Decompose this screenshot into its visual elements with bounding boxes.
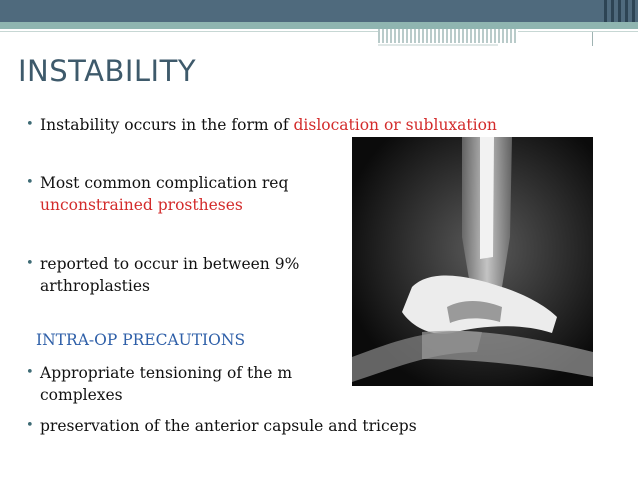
- bullet-text: Instability occurs in the form of: [40, 116, 294, 134]
- bullet-icon: •: [26, 418, 34, 433]
- bullet-complication: [26, 172, 288, 216]
- xray-drawing: [352, 137, 593, 386]
- slide-title: INSTABILITY: [18, 54, 197, 88]
- header-decoration: [378, 29, 518, 43]
- bullet-icon: •: [26, 175, 34, 190]
- bullet-icon: •: [26, 365, 34, 380]
- bullet-instability: [26, 114, 497, 136]
- header-decoration-tick: [592, 32, 593, 46]
- elbow-xray-image: [352, 137, 593, 386]
- bullet-text: reported to occur in between 9%: [40, 255, 300, 273]
- bullet-text: preservation of the anterior capsule and triceps: [40, 417, 417, 435]
- header-line: [0, 31, 638, 32]
- bullet-text: Appropriate tensioning of the m: [40, 364, 293, 382]
- bullet-text-line2: complexes: [40, 386, 123, 404]
- header-band: [0, 0, 638, 22]
- bullet-text: Most common complication req: [40, 174, 289, 192]
- bullet-icon: •: [26, 117, 34, 132]
- bullet-preservation: [26, 415, 417, 437]
- header-bars: [598, 0, 638, 22]
- bullet-tensioning: [26, 362, 292, 406]
- header-stripe: [0, 22, 638, 29]
- bullet-icon: •: [26, 256, 34, 271]
- bullet-incidence: [26, 253, 299, 297]
- subheading-precautions: INTRA-OP PRECAUTIONS: [36, 331, 246, 349]
- bullet-highlight: dislocation or subluxation: [293, 116, 497, 134]
- bullet-text-line2: arthroplasties: [40, 277, 150, 295]
- bullet-highlight: unconstrained prostheses: [40, 196, 243, 214]
- header-decoration-line: [378, 44, 498, 46]
